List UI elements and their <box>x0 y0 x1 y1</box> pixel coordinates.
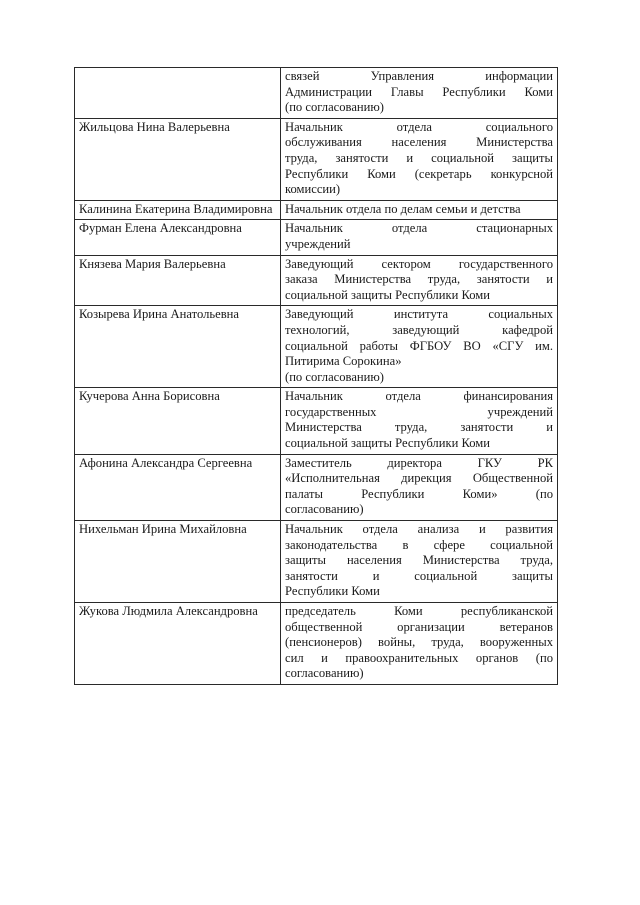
role-line: Республики Коми <box>285 584 380 599</box>
role-line: (по согласованию) <box>285 369 385 384</box>
role-line: обслуживания населения Министерства <box>285 135 553 150</box>
role-line: (по согласованию) <box>285 100 385 115</box>
member-role <box>281 521 558 603</box>
role-line: связей Управления информации <box>285 69 553 83</box>
role-line: комиссии) <box>285 182 341 197</box>
table-row <box>75 454 558 520</box>
member-role <box>281 603 558 685</box>
role-line: государственных учреждений <box>285 404 553 419</box>
member-role <box>281 255 558 306</box>
role-line: заказа Министерства труда, занятости и <box>285 272 553 287</box>
role-line: «Исполнительная дирекция Общественной <box>285 471 553 486</box>
commission-members-table <box>74 67 558 685</box>
role-line: Начальник отдела по делам семьи и детства <box>285 201 521 216</box>
role-line: Начальник отдела анализа и развития <box>285 522 553 537</box>
member-role <box>281 306 558 388</box>
table-row <box>75 603 558 685</box>
member-role <box>281 68 558 119</box>
member-role <box>281 454 558 520</box>
member-role <box>281 200 558 220</box>
table-row <box>75 220 558 255</box>
role-line: Заведующий сектором государственного <box>285 256 553 271</box>
table-row <box>75 255 558 306</box>
member-name: Князева Мария Валерьевна <box>75 255 281 306</box>
role-line: законодательства в сфере социальной <box>285 537 553 552</box>
member-name: Кучерова Анна Борисовна <box>75 388 281 454</box>
table-row <box>75 118 558 200</box>
table-row <box>75 388 558 454</box>
member-name <box>75 68 281 119</box>
table-row <box>75 200 558 220</box>
member-name: Фурман Елена Александровна <box>75 220 281 255</box>
role-line: согласованию) <box>285 502 364 517</box>
member-name: Афонина Александра Сергеевна <box>75 454 281 520</box>
role-line: Администрации Главы Республики Коми <box>285 84 553 99</box>
member-role <box>281 118 558 200</box>
role-line: Республики Коми (секретарь конкурсной <box>285 166 553 181</box>
member-role <box>281 220 558 255</box>
member-name: Нихельман Ирина Михайловна <box>75 521 281 603</box>
table-row <box>75 68 558 119</box>
role-line: Начальник отдела стационарных <box>285 221 553 236</box>
role-line: Заведующий института социальных <box>285 307 553 322</box>
member-role <box>281 388 558 454</box>
role-line: общественной организации ветеранов <box>285 619 553 634</box>
role-line: учреждений <box>285 236 351 251</box>
role-line: сил и правоохранительных органов (по <box>285 650 553 665</box>
role-line: Начальник отдела финансирования <box>285 389 553 404</box>
member-name: Козырева Ирина Анатольевна <box>75 306 281 388</box>
role-line: социальной работы ФГБОУ ВО «СГУ им. <box>285 338 553 353</box>
member-name: Жукова Людмила Александровна <box>75 603 281 685</box>
role-line: социальной защиты Республики Коми <box>285 287 490 302</box>
role-line: социальной защиты Республики Коми <box>285 436 490 451</box>
role-line: защиты населения Министерства труда, <box>285 553 553 568</box>
role-line: занятости и социальной защиты <box>285 568 553 583</box>
role-line: председатель Коми республиканской <box>285 604 553 618</box>
table-row <box>75 521 558 603</box>
role-line: Министерства труда, занятости и <box>285 420 553 435</box>
member-name: Калинина Екатерина Владимировна <box>75 200 281 220</box>
role-line: Начальник отдела социального <box>285 119 553 134</box>
commission-members-body <box>75 68 558 685</box>
role-line: согласованию) <box>285 666 364 681</box>
role-line: палаты Республики Коми» (по <box>285 486 553 501</box>
member-name: Жильцова Нина Валерьевна <box>75 118 281 200</box>
role-line: (пенсионеров) войны, труда, вооруженных <box>285 635 553 650</box>
role-line: труда, занятости и социальной защиты <box>285 150 553 165</box>
role-line: Заместитель директора ГКУ РК <box>285 455 553 470</box>
role-line: Питирима Сорокина» <box>285 354 402 369</box>
role-line: технологий, заведующий кафедрой <box>285 322 553 337</box>
table-row <box>75 306 558 388</box>
